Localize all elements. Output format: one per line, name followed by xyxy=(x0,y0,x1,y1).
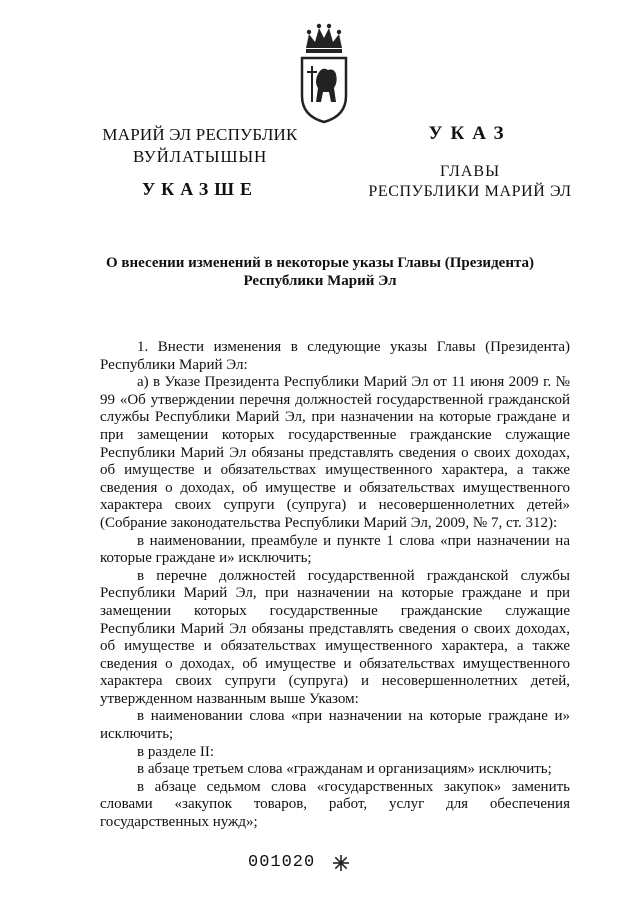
paragraph: в абзаце третьем слова «гражданам и организациям» исключить; xyxy=(137,761,552,778)
document-title xyxy=(90,254,550,290)
serial-number: 001020 xyxy=(248,853,316,872)
coat-of-arms-icon xyxy=(296,22,352,124)
asterisk-icon xyxy=(332,854,350,872)
republic-name-mari: МАРИЙ ЭЛ РЕСПУБЛИК xyxy=(102,125,298,144)
decree-word-mari: УКАЗШЕ xyxy=(141,179,259,199)
document-footer xyxy=(248,853,398,875)
republic-name-russian: РЕСПУБЛИКИ МАРИЙ ЭЛ xyxy=(368,183,572,200)
document-title-line2: Республики Марий Эл xyxy=(243,273,397,289)
paragraph: в наименовании слова «при назначении на которые граждане и» исключить; xyxy=(100,708,570,743)
head-title-russian: ГЛАВЫ xyxy=(439,163,501,180)
paragraph: а) в Указе Президента Республики Марий Эл от 11 июня 2009 г. № 99 «Об утверждении перечня должностей государственной гражданской службы Республики Марий Эл, при назначении на которые граждане и при замещении которых государственные гражданские служащие Республики Марий Эл обязаны представлять сведения о своих доходах, об имуществе и обязательствах имущественного характера, а также сведения о доходах, об имуществе и обязательствах имущественного характера своих супруги (супруга) и несовершеннолетних детей» (Собрание законодательства Республики Марий Эл, 2009, № 7, ст. 312): xyxy=(100,374,570,531)
header-right xyxy=(360,122,580,202)
head-title-mari: ВУЙЛАТЫШЫН xyxy=(132,147,268,166)
paragraph: в перечне должностей государственной гражданской службы Республики Марий Эл, при назначении на которые граждане и при замещении которых государственные гражданские служащие Республики Марий Эл обязаны представлять сведения о своих доходах, об имуществе и обязательствах имущественного характера, а также сведения о доходах, об имуществе и обязательствах имущественного характера своих супруги (супруга) и несовершеннолетних детей, утвержденном названным выше Указом: xyxy=(100,567,570,707)
document-title-line1: О внесении изменений в некоторые указы Главы (Президента) xyxy=(105,255,535,271)
paragraph: в наименовании, преамбуле и пункте 1 слова «при назначении на которые граждане и» исключить; xyxy=(100,532,570,567)
paragraph: в разделе II: xyxy=(137,743,214,760)
decree-word-russian: УКАЗ xyxy=(428,123,512,144)
header-left xyxy=(100,124,300,200)
document-body xyxy=(100,339,570,832)
paragraph: в абзаце седьмом слова «государственных закупок» заменить словами «закупок товаров, работ, услуг для обеспечения государственных нужд»; xyxy=(100,778,570,831)
paragraph: 1. Внести изменения в следующие указы Главы (Президента) Республики Марий Эл: xyxy=(100,339,570,373)
